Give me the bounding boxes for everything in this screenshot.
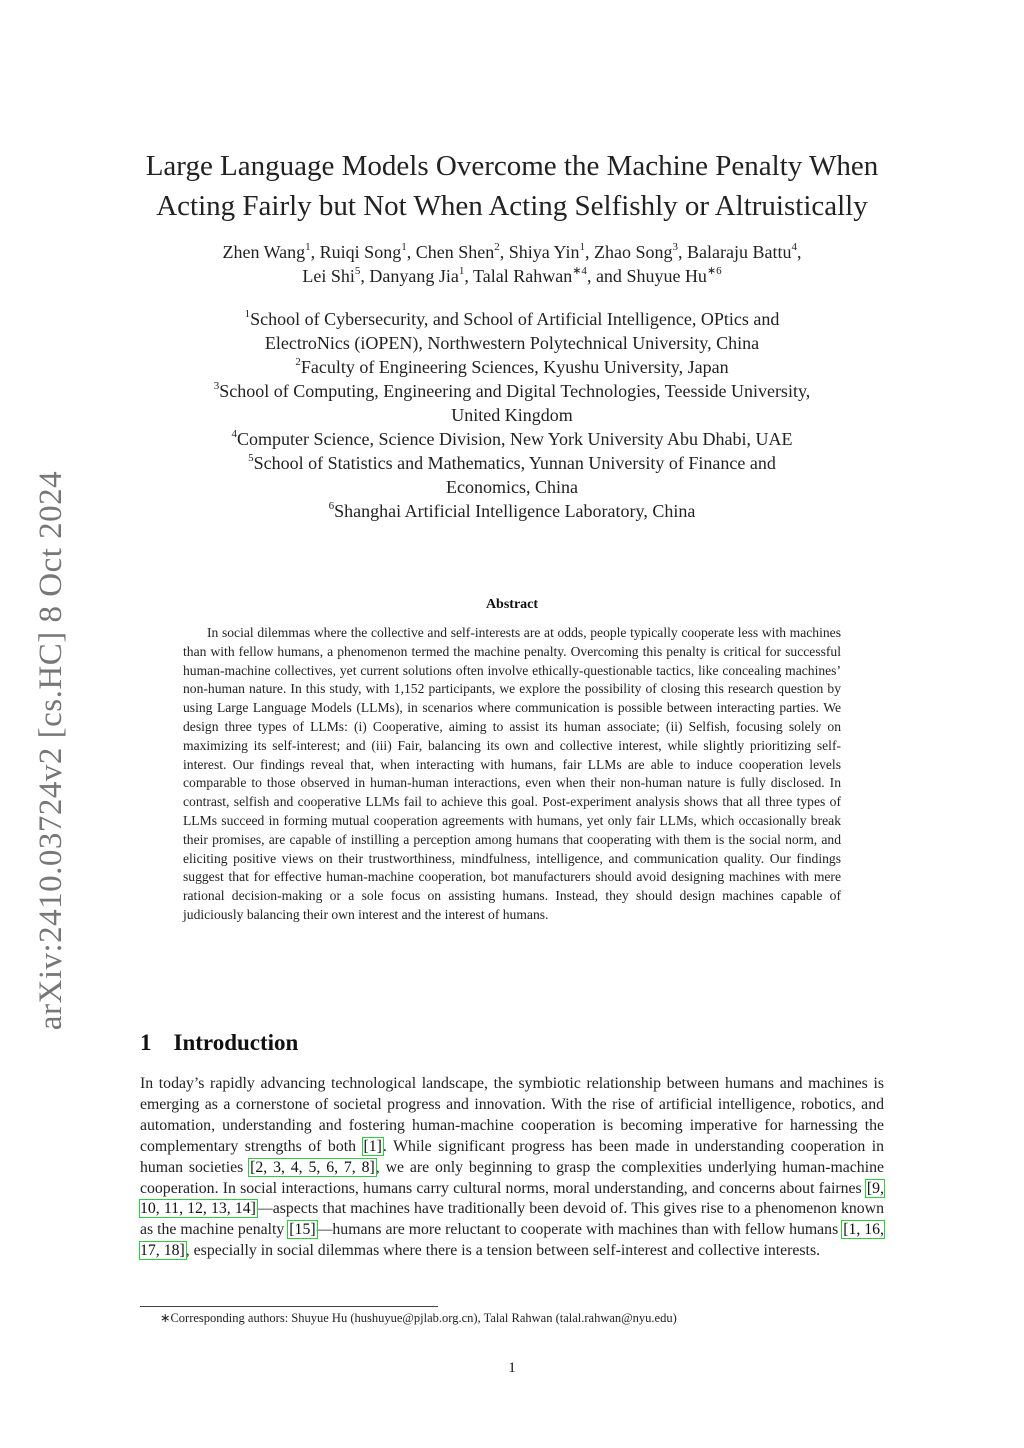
- paper-title: Large Language Models Overcome the Machine Penalty When Acting Fairly but Not When Acting Selfishly or Altruistically: [145, 150, 879, 222]
- affiliation: $^5$School of Statistics and Mathematics, Yunnan University of Finance and Economics, China: [248, 452, 776, 497]
- affiliation: $^3$School of Computing, Engineering and Digital Technologies, Teesside University, United Kingdom: [213, 380, 811, 425]
- arxiv-identifier-stamp: [22, 460, 82, 1040]
- author: Balaraju Battu$^4$: [687, 241, 798, 262]
- abstract-text: In social dilemmas where the collective and self-interests are at odds, people typically cooperate less with machines than with fellow humans, a phenomenon termed the machine penalty. Overcoming this penalty is critical for successful human-machine collectives, yet current solutions often involve ethically-questionable tactics, like concealing machines’ non-human nature. In this study, with 1,152 participants, we explore the possibility of closing this research question by using Large Language Models (LLMs), in scenarios where communication is possible between interacting parties. We design three types of LLMs: (i) Cooperative, aiming to assist its human associate; (ii) Selfish, focusing solely on maximizing its self-interest; and (iii) Fair, balancing its own and collective interest, while slightly prioritizing self-interest. Our findings reveal that, when interacting with humans, fair LLMs are able to induce cooperation levels comparable to those observed in human-human interactions, even when their non-human nature is fully disclosed. In contrast, selfish and cooperative LLMs fail to achieve this goal. Post-experiment analysis shows that all three types of LLMs succeed in forming mutual cooperation agreements with humans, yet only fair LLMs, which occasionally break their promises, are capable of instilling a perception among humans that cooperating with them is the social norm, and eliciting positive views on their trustworthiness, mindfulness, intelligence, and communication quality. Our findings suggest that for effective human-machine cooperation, bot manufacturers should avoid designing machines with mere rational decision-making or a sole focus on assisting humans. Instead, they should design machines capable of judiciously balancing their own interest and the interest of humans.: [183, 625, 841, 922]
- citation-link[interactable]: [1]: [363, 1137, 382, 1155]
- affiliation: $^4$Computer Science, Science Division, New York University Abu Dhabi, UAE: [231, 428, 793, 449]
- abstract-heading: Abstract: [485, 597, 539, 612]
- author: Lei Shi$^5$: [302, 265, 361, 286]
- section-heading: [140, 1030, 298, 1056]
- citation-link[interactable]: [9, 10, 11, 12, 13, 14]: [140, 1179, 884, 1218]
- corresponding-authors-footnote: ∗Corresponding authors: Shuyue Hu (hushuyue@pjlab.org.cn), Talal Rahwan (talal.rahwan@nyu.edu): [160, 1311, 677, 1325]
- affiliation: $^2$Faculty of Engineering Sciences, Kyushu University, Japan: [295, 356, 729, 377]
- footnote-divider: [140, 1306, 438, 1307]
- affiliation: $^6$Shanghai Artificial Intelligence Laboratory, China: [328, 500, 696, 521]
- citation-link[interactable]: [2, 3, 4, 5, 6, 7, 8]: [250, 1158, 375, 1176]
- author: Zhen Wang$^1$: [222, 241, 311, 262]
- author: Shuyue $Hu^{∗6}$: [626, 265, 722, 286]
- affiliation: $^1$School of Cybersecurity, and School of Artificial Intelligence, OPtics and ElectroNics (iOPEN), Northwestern Polytechnical University, China: [244, 308, 780, 353]
- citation-link[interactable]: [15]: [289, 1221, 316, 1239]
- author: Shiya Yin$^1$: [508, 241, 586, 262]
- arxiv-identifier-text: arXiv:2410.03724v2 [cs.HC] 8 Oct 2024: [33, 470, 70, 1030]
- author: Talal Rahwan$^{∗4}$: [473, 265, 587, 286]
- section-number: 1: [140, 1030, 152, 1055]
- page-number: 1: [508, 1360, 516, 1376]
- intro-paragraph: In today’s rapidly advancing technological landscape, the symbiotic relationship between humans and machines is emerging as a cornerstone of societal progress and innovation. With the rise of artificial intelligence, robotics, and automation, understanding and fostering human-machine cooperation is becoming imperative for harnessing the complementary strengths of both [1]. While significant progress has been made in understanding cooperation in human societies [2, 3, 4, 5, 6, 7, 8], we are only beginning to grasp the complexities underlying human-machine cooperation. In social interactions, humans carry cultural norms, moral understanding, and concerns about fairnes [9, 10, 11, 12, 13, 14]—aspects that machines have traditionally been devoid of. This gives rise to a phenomenon known as the machine penalty [15]—humans are more reluctant to cooperate with machines than with fellow humans [1, 16, 17, 18], especially in social dilemmas where there is a tension between self-interest and collective interests.: [140, 1075, 884, 1260]
- citation-link[interactable]: [1, 16, 17, 18]: [140, 1221, 884, 1260]
- author: Ruiqi Song$^1$: [319, 241, 407, 262]
- author: Danyang Jia$^1$: [369, 265, 465, 286]
- author: Chen Shen$^2$: [415, 241, 500, 262]
- affiliation-list: [130, 307, 894, 523]
- author: Zhao Song$^3$: [594, 241, 679, 262]
- author-list: Zhen Wang$^1$, Ruiqi Song$^1$, Chen Shen$^2$, Shiya Yin$^1$, Zhao Song$^3$, Balaraju Battu$^4$, Lei Shi$^5$, Danyang Jia$^1$, Talal Rahwan$^{∗4}$, and Shuyue $Hu^{∗6}$: [222, 241, 802, 286]
- section-title: Introduction: [173, 1030, 299, 1055]
